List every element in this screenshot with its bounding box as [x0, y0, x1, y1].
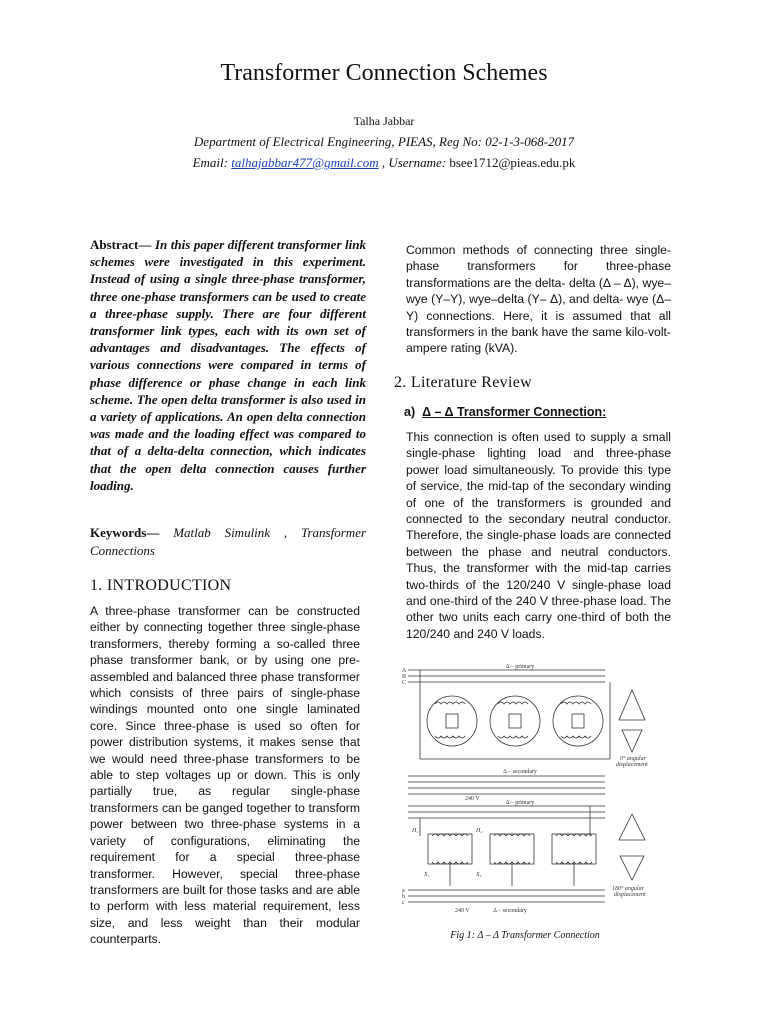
introduction-paragraph: A three-phase transformer can be constructed either by connecting together three single-phase transformers, thereby forming a so-called three phase transformer bank, or by using one pre-assembled and balanced three phase transformer which consists of three pairs of single-phase windings mounted onto one single laminated core. Since three-phase is used so often for power distribution systems, it makes sense that we would need three-phase transformers to be able to step voltages up or down. This is only partially true, as regular single-phase transformers can be ganged together to transform power between two three-phase systems in a variety of configurations, eliminating the requirement for a special three-phase transformer. However, special three-phase transformers are built for those tasks and are able to perform with less material requirement, less size, and less weight than their modular counterparts. — [90, 604, 360, 947]
label-disp-top-1: 0° angular — [620, 756, 646, 762]
abstract-label: Abstract— — [90, 237, 152, 252]
subsection-label: a) — [404, 405, 416, 419]
label-x2: X₂ — [476, 872, 482, 878]
abstract — [90, 236, 366, 494]
keywords — [90, 524, 366, 559]
label-primary-top: Δ – primary — [505, 664, 535, 670]
paper-title: Transformer Connection Schemes — [220, 60, 548, 86]
keywords-text: Matlab Simulink , Transformer Connections — [90, 525, 366, 558]
delta-delta-figure — [400, 664, 650, 920]
figure-caption: Fig 1: Δ – Δ Transformer Connection — [450, 930, 600, 941]
label-secondary-bottom: Δ – secondary — [493, 908, 527, 914]
label-disp-bottom-2: displacement — [614, 892, 646, 898]
label-disp-top-2: displacement — [616, 762, 648, 768]
abstract-text: In this paper different transformer link schemes were investigated in this experiment. Instead of using a single three-phase transformer, three one-phase transformers can be used to create a three-phase supply. There are four different transformer link types, each with its own set of advantages and disadvantages. The effects of various connections were compared in terms of phase difference or phase change in each link scheme. The open delta transformer is also used in a variety of applications. An open delta connection was made and the loading effect was compared to that of a delta-delta connection, which indicates that the open delta connection causes further loading. — [90, 237, 366, 493]
author-name: Talha Jabbar — [353, 114, 415, 128]
label-sec-a: a — [402, 888, 405, 894]
subsection-title: Δ – Δ Transformer Connection: — [422, 405, 607, 419]
keywords-label: Keywords— — [90, 525, 160, 540]
label-disp-bottom-1: 180° angular — [612, 886, 644, 892]
label-secondary-top: Δ – secondary — [503, 769, 537, 775]
label-x1: X₁ — [424, 872, 430, 878]
literature-review-heading: 2. Literature Review — [394, 374, 532, 391]
figure-diagram — [400, 664, 650, 920]
author-affiliation: Department of Electrical Engineering, PIEAS, Reg No: 02-1-3-068-2017 — [193, 134, 575, 149]
username-label: Username: — [388, 155, 447, 170]
author-contact: Email: talhajabbar477@gmail.com , Username: bsee1712@pieas.edu.pk — [192, 155, 576, 170]
common-methods-paragraph: Common methods of connecting three single-phase transformers for three-phase transformations are the delta- delta (Δ – Δ), wye– wye (Y–Y), wye–delta (Y– Δ), and delta- wye (Δ–Y) connections. Here, it is assumed that all transformers in the bank have the same kilo-volt-ampere rating (kVA). — [406, 243, 671, 356]
label-sec-c: c — [402, 900, 405, 906]
subsection-heading — [404, 405, 606, 419]
label-voltage-top: 240 V — [465, 796, 480, 802]
label-h1: H₁ — [412, 828, 419, 834]
email-label: Email: — [192, 155, 228, 170]
label-line-c: C — [402, 680, 407, 686]
label-primary-bottom: Δ – primary — [505, 800, 535, 806]
introduction-heading: 1. INTRODUCTION — [90, 577, 232, 594]
label-sec-b: b — [402, 894, 405, 900]
label-line-b: B — [402, 674, 407, 680]
label-line-a: A — [402, 668, 407, 674]
label-h2: H₂ — [476, 828, 483, 834]
email-link[interactable]: talhajabbar477@gmail.com — [231, 155, 379, 170]
label-voltage-bottom: 240 V — [455, 908, 470, 914]
username-value: bsee1712@pieas.edu.pk — [449, 155, 576, 170]
delta-delta-paragraph: This connection is often used to supply a small single-phase lighting load and three-phase power load simultaneously. To provide this type of service, the mid-tap of the secondary winding of one of the transformers is grounded and connected to the secondary neutral conductor. Therefore, the single-phase loads are connected between the phase and neutral conductors. Thus, the transformer with the mid-tap carries two-thirds of the 120/240 V single-phase load and one-third of the 240 V three-phase load. The other two units each carry one-third of both the 120/240 and 240 V loads. — [406, 430, 671, 641]
